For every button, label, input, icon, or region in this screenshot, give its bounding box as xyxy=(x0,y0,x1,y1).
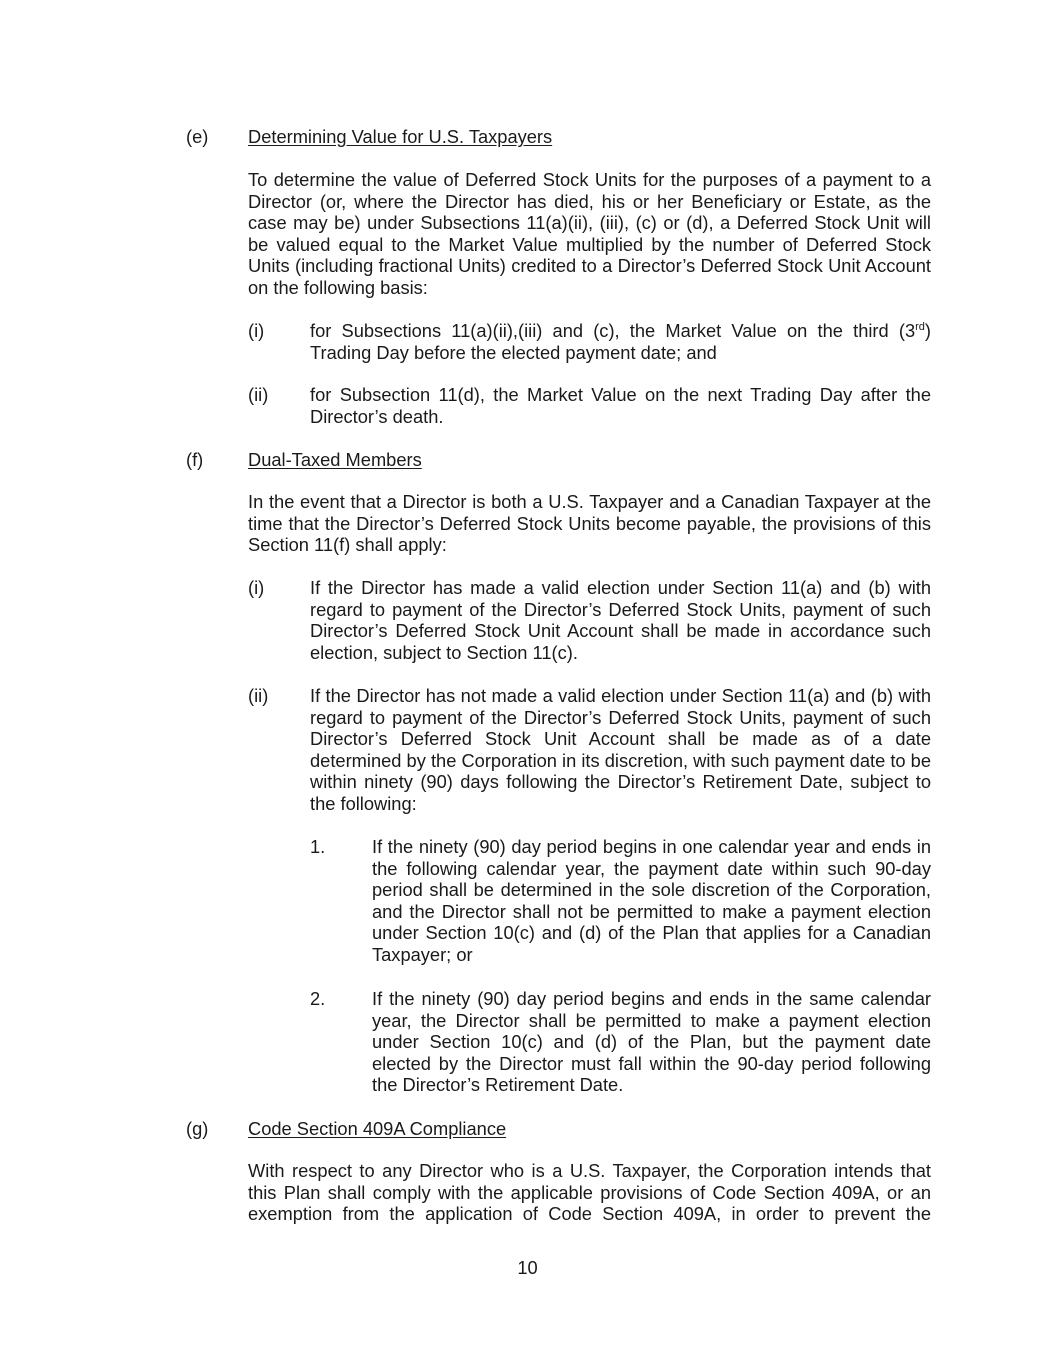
section-e-item-i-text-before: for Subsections 11(a)(ii),(iii) and (c), the Market Value on the third (3 xyxy=(310,320,916,341)
section-f-intro: In the event that a Director is both a U.S. Taxpayer and a Canadian Taxpayer at the time that the Director’s Deferred Stock Units become payable, the provisions of this Section 11(f) shall apply: xyxy=(248,491,931,556)
section-f-item-ii-text: If the Director has not made a valid election under Section 11(a) and (b) with regard to payment of the Director’s Deferred Stock Units, payment of such Director’s Deferred Stock Unit Account shall be made as of a date determined by the Corporation in its discretion, with such payment date to be within ninety (90) days following the Director’s Retirement Date, subject to the following: xyxy=(310,685,931,814)
section-e-item-i-text xyxy=(310,320,931,363)
section-e-marker: (e) xyxy=(186,126,209,147)
section-g-intro: With respect to any Director who is a U.S. Taxpayer, the Corporation intends that this Plan shall comply with the applicable provisions of Code Section 409A, or an exemption from the application of Code Section 409A, in order to prevent the xyxy=(248,1160,931,1225)
page-number: 10 xyxy=(517,1257,538,1278)
section-f-item-i-marker: (i) xyxy=(248,577,265,598)
section-e-item-i-text-after: ) Trading Day before the elected payment date; and xyxy=(310,320,931,363)
section-g-heading: Code Section 409A Compliance xyxy=(248,1118,507,1139)
section-e-item-i-marker: (i) xyxy=(248,320,265,341)
section-f-subitem-2-marker: 2. xyxy=(310,988,326,1009)
section-f-marker: (f) xyxy=(186,449,204,470)
section-g-marker: (g) xyxy=(186,1118,209,1139)
section-e-item-ii-text: for Subsection 11(d), the Market Value on the next Trading Day after the Director’s death. xyxy=(310,384,931,427)
section-f-subitem-1-marker: 1. xyxy=(310,836,326,857)
section-e-intro: To determine the value of Deferred Stock Units for the purposes of a payment to a Director (or, where the Director has died, his or her Beneficiary or Estate, as the case may be) under Subsections 11(a)(ii), (iii), (c) or (d), a Deferred Stock Unit will be valued equal to the Market Value multiplied by the number of Deferred Stock Units (including fractional Units) credited to a Director’s Deferred Stock Unit Account on the following basis: xyxy=(248,169,931,298)
section-f-item-i-text: If the Director has made a valid election under Section 11(a) and (b) with regard to payment of the Director’s Deferred Stock Units, payment of such Director’s Deferred Stock Unit Account shall be made in accordance such election, subject to Section 11(c). xyxy=(310,577,931,663)
section-e-item-ii-marker: (ii) xyxy=(248,384,269,405)
section-e-item-i-superscript: rd xyxy=(915,320,925,333)
section-f-subitem-2-text: If the ninety (90) day period begins and ends in the same calendar year, the Director shall be permitted to make a payment election under Section 10(c) and (d) of the Plan, but the payment date elected by the Director must fall within the 90-day period following the Director’s Retirement Date. xyxy=(372,988,931,1096)
section-f-item-ii-marker: (ii) xyxy=(248,685,269,706)
section-f-subitem-1-text: If the ninety (90) day period begins in one calendar year and ends in the following calendar year, the payment date within such 90-day period shall be determined in the sole discretion of the Corporation, and the Director shall not be permitted to make a payment election under Section 10(c) and (d) of the Plan that applies for a Canadian Taxpayer; or xyxy=(372,836,931,965)
section-f-heading: Dual-Taxed Members xyxy=(248,449,422,470)
section-e-heading: Determining Value for U.S. Taxpayers xyxy=(248,126,553,147)
